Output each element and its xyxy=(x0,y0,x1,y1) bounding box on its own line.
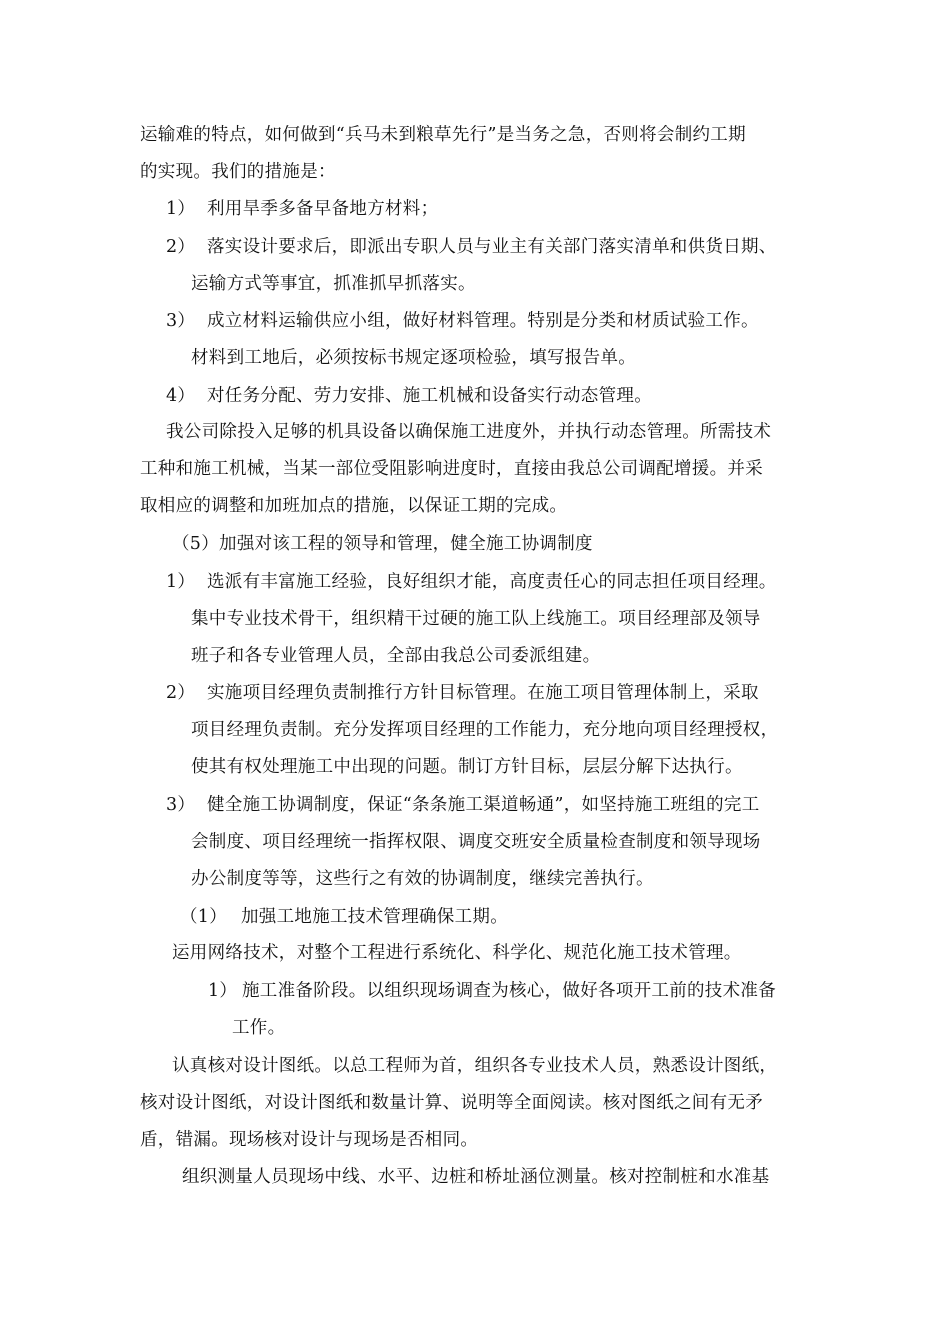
line-text: 会制度、项目经理统一指挥权限、调度交班安全质量检查制度和领导现场 xyxy=(191,832,761,852)
line-text: 工作。 xyxy=(232,1018,286,1038)
section-heading xyxy=(172,532,593,556)
line-text: 施工准备阶段。以组织现场调查为核心，做好各项开工前的技术准备 xyxy=(242,981,776,1001)
line-text: 班子和各专业管理人员，全部由我总公司委派组建。 xyxy=(191,646,601,666)
line-text: 集中专业技术骨干，组织精干过硬的施工队上线施工。项目经理部及领导 xyxy=(191,609,761,629)
list-item xyxy=(166,793,760,817)
line-text: 健全施工协调制度，保证“条条施工渠道畅通”，如坚持施工班组的完工 xyxy=(207,795,760,815)
list-number: 2） xyxy=(166,237,196,257)
line-text: 我公司除投入足够的机具设备以确保施工进度外，并执行动态管理。所需技术 xyxy=(166,422,772,442)
paragraph-line xyxy=(140,494,567,518)
list-item-continuation xyxy=(232,1016,285,1040)
list-number: 1） xyxy=(166,199,196,219)
line-text: 选派有丰富施工经验，良好组织才能，高度责任心的同志担任项目经理。 xyxy=(207,572,777,592)
paragraph-line xyxy=(172,941,742,965)
line-text: 盾，错漏。现场核对设计与现场是否相同。 xyxy=(140,1130,479,1150)
line-text: 办公制度等等，这些行之有效的协调制度，继续完善执行。 xyxy=(191,869,654,889)
line-text: 使其有权处理施工中出现的问题。制订方针目标，层层分解下达执行。 xyxy=(191,757,743,777)
list-item xyxy=(166,235,777,259)
line-text: 加强工地施工技术管理确保工期。 xyxy=(241,907,508,927)
paragraph-line xyxy=(166,420,771,444)
list-number: 1） xyxy=(208,981,238,1001)
line-text: 利用旱季多备早备地方材料； xyxy=(207,199,439,219)
list-item xyxy=(166,309,759,333)
line-text: 取相应的调整和加班加点的措施，以保证工期的完成。 xyxy=(140,496,568,516)
list-item-continuation xyxy=(191,644,600,668)
list-item xyxy=(208,979,776,1003)
line-text: 实施项目经理负责制推行方针目标管理。在施工项目管理体制上，采取 xyxy=(207,683,759,703)
line-text: （5）加强对该工程的领导和管理，健全施工协调制度 xyxy=(172,534,593,554)
list-item-continuation xyxy=(191,755,743,779)
line-text: 工种和施工机械，当某一部位受阻影响进度时，直接由我总公司调配增援。并采 xyxy=(140,459,763,479)
list-item-continuation xyxy=(191,867,654,891)
line-text: 落实设计要求后，即派出专职人员与业主有关部门落实清单和供货日期、 xyxy=(207,237,777,257)
list-item xyxy=(166,570,777,594)
list-item-continuation xyxy=(191,830,761,854)
list-item-continuation xyxy=(191,607,761,631)
list-item xyxy=(166,384,652,408)
list-item-continuation xyxy=(191,346,636,370)
list-number: （1） xyxy=(180,907,228,927)
paragraph-line xyxy=(140,1091,763,1115)
line-text: 项目经理负责制。充分发挥项目经理的工作能力，充分地向项目经理授权， xyxy=(191,720,779,740)
list-number: 2） xyxy=(166,683,196,703)
line-text: 运用网络技术，对整个工程进行系统化、科学化、规范化施工技术管理。 xyxy=(172,943,742,963)
line-text: 运输方式等事宜，抓准抓早抓落实。 xyxy=(191,274,476,294)
paragraph-line xyxy=(140,457,763,481)
list-number: 4） xyxy=(166,386,196,406)
line-text: 的实现。我们的措施是： xyxy=(140,162,336,182)
list-number: 3） xyxy=(166,311,196,331)
line-text: 成立材料运输供应小组，做好材料管理。特别是分类和材质试验工作。 xyxy=(207,311,759,331)
paragraph-line xyxy=(172,1054,777,1078)
line-text: 认真核对设计图纸。以总工程师为首，组织各专业技术人员，熟悉设计图纸， xyxy=(172,1056,778,1076)
list-item xyxy=(166,681,759,705)
paragraph-line xyxy=(140,123,746,147)
line-text: 运输难的特点，如何做到“兵马未到粮草先行”是当务之急，否则将会制约工期 xyxy=(140,125,746,145)
list-number: 1） xyxy=(166,572,196,592)
paragraph-line xyxy=(182,1165,769,1189)
paragraph-line xyxy=(140,1128,478,1152)
section-heading xyxy=(180,905,508,929)
line-text: 核对设计图纸，对设计图纸和数量计算、说明等全面阅读。核对图纸之间有无矛 xyxy=(140,1093,763,1113)
list-item-continuation xyxy=(191,272,476,296)
list-item xyxy=(166,197,438,221)
paragraph-line xyxy=(140,160,336,184)
list-number: 3） xyxy=(166,795,196,815)
line-text: 组织测量人员现场中线、水平、边桩和桥址涵位测量。核对控制桩和水准基 xyxy=(182,1167,770,1187)
line-text: 材料到工地后，必须按标书规定逐项检验，填写报告单。 xyxy=(191,348,636,368)
line-text: 对任务分配、劳力安排、施工机械和设备实行动态管理。 xyxy=(207,386,652,406)
list-item-continuation xyxy=(191,718,778,742)
